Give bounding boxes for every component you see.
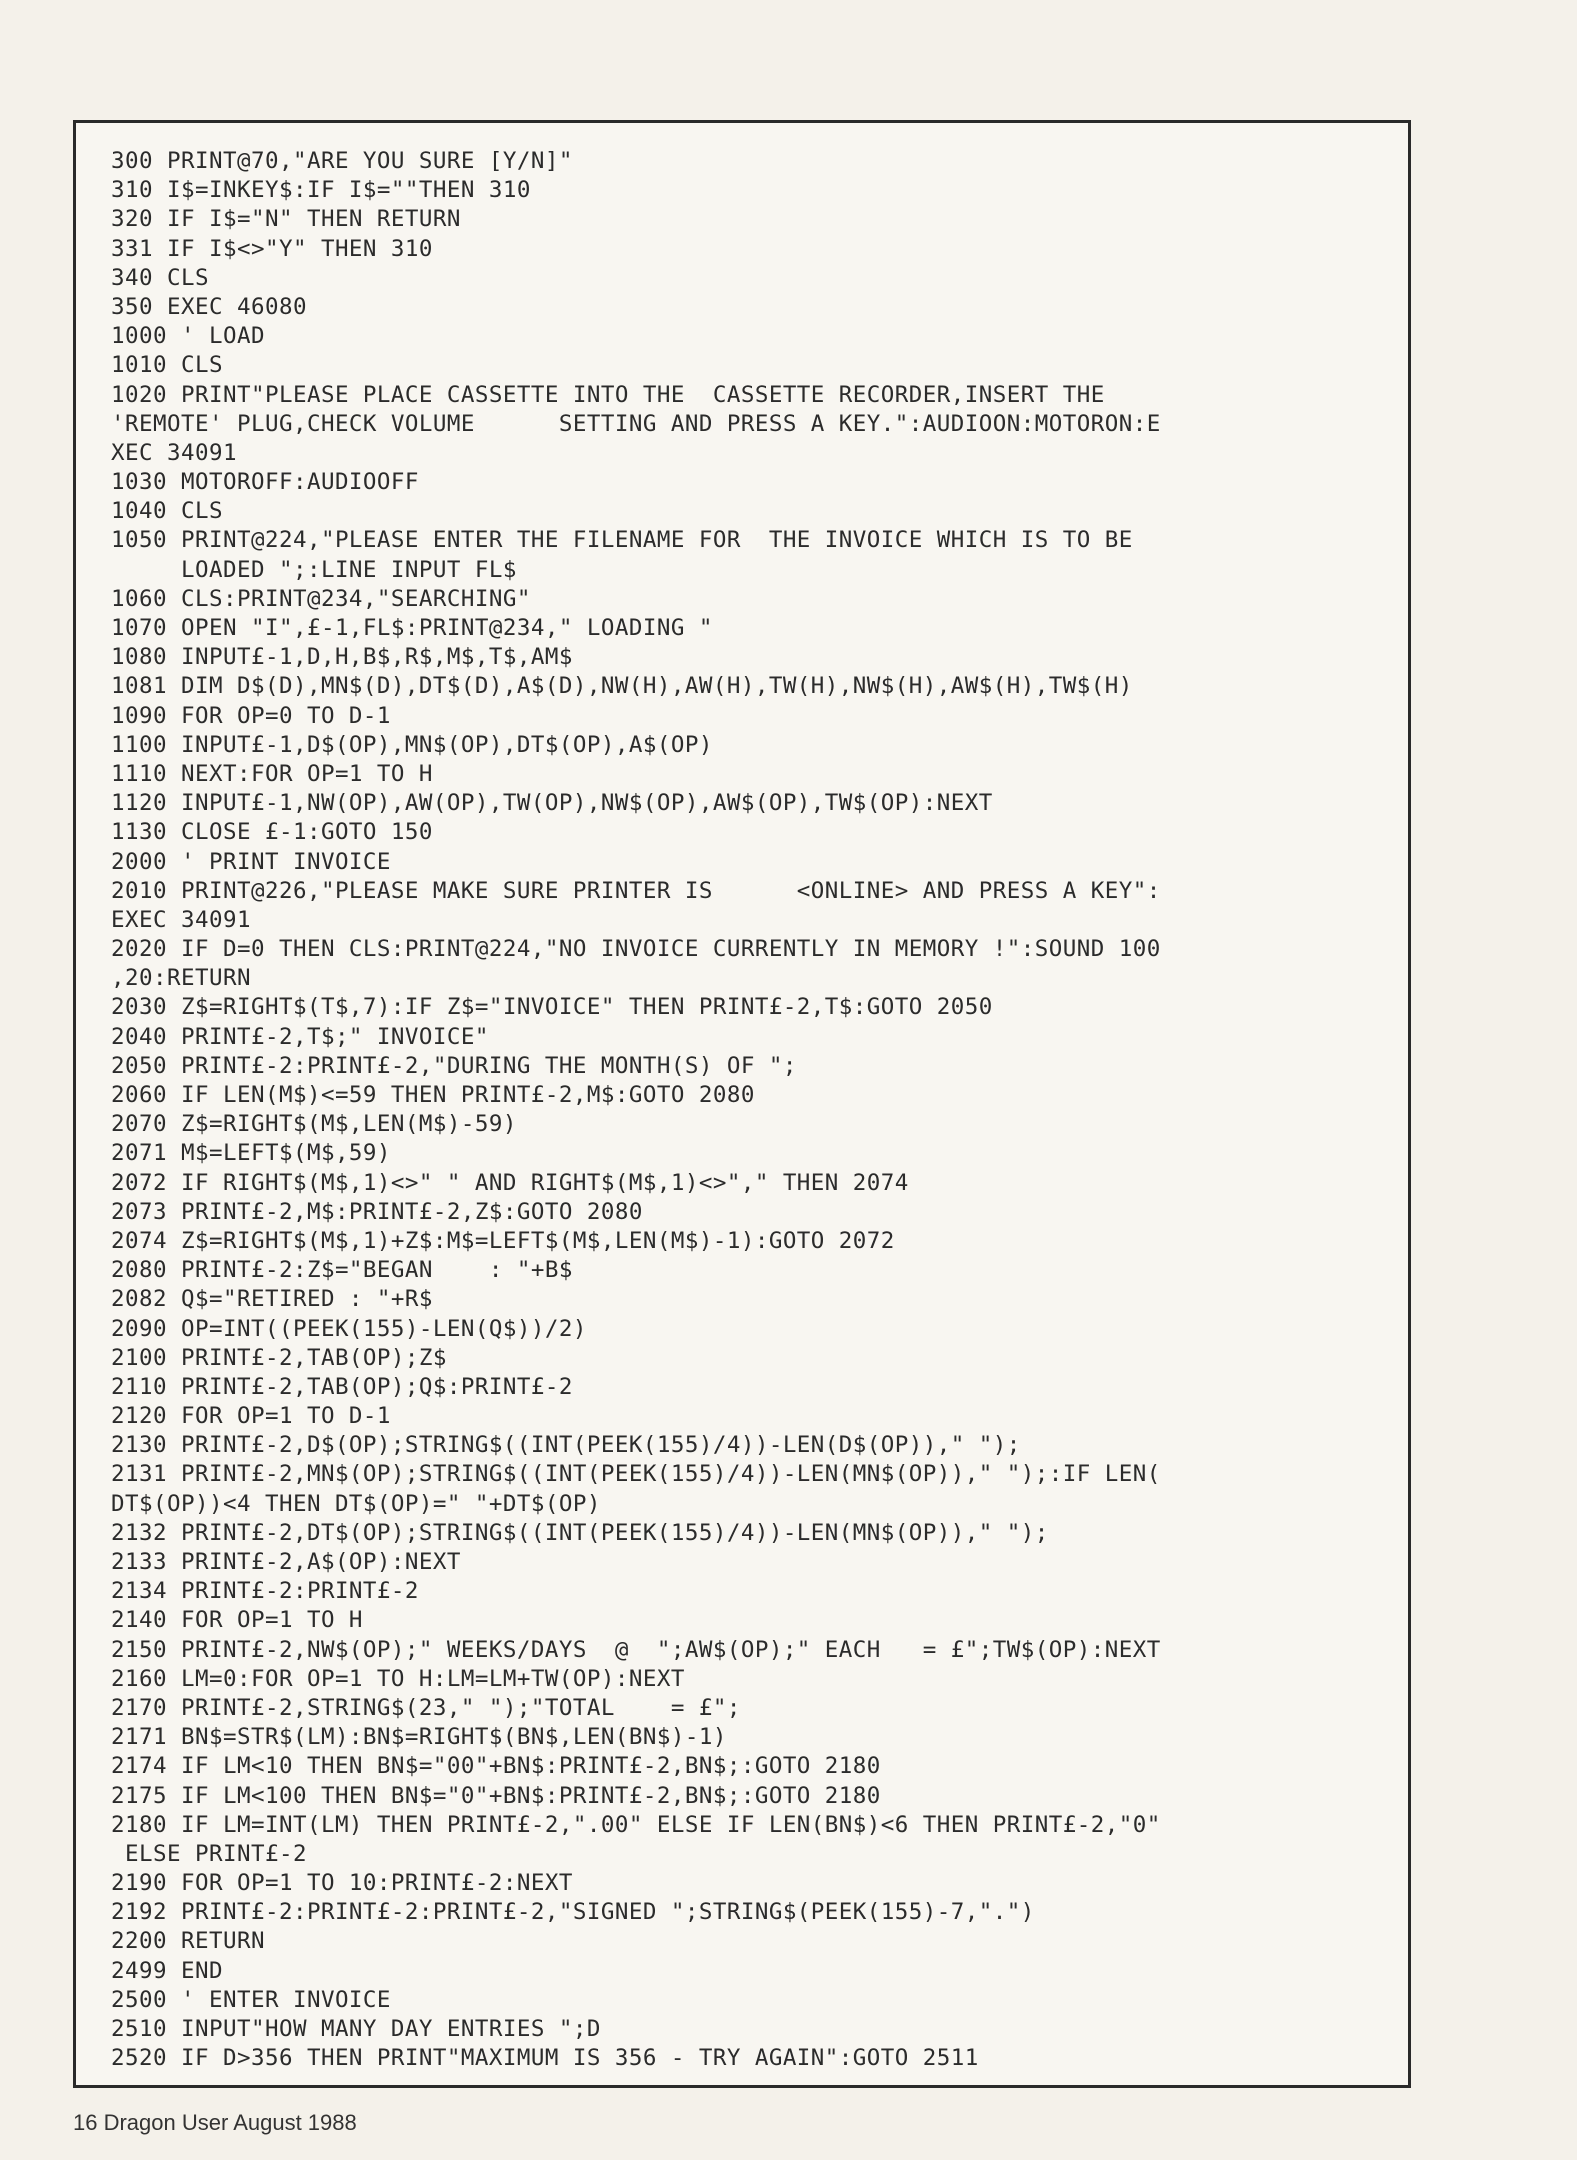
code-line: 2150 PRINT£-2,NW$(OP);" WEEKS/DAYS @ ";AW$(OP);" EACH = £";TW$(OP):NEXT xyxy=(111,1636,1161,1663)
code-line: 2190 FOR OP=1 TO 10:PRINT£-2:NEXT xyxy=(111,1870,573,1897)
code-line: 2080 PRINT£-2:Z$="BEGAN : "+B$ xyxy=(111,1257,573,1284)
code-line: 320 IF I$="N" THEN RETURN xyxy=(111,206,461,233)
code-line: 1050 PRINT@224,"PLEASE ENTER THE FILENAME FOR THE INVOICE WHICH IS TO BE xyxy=(111,527,1133,554)
code-line: 1030 MOTOROFF:AUDIOOFF xyxy=(111,469,419,496)
code-line: 2160 LM=0:FOR OP=1 TO H:LM=LM+TW(OP):NEXT xyxy=(111,1665,685,1692)
code-line: 1010 CLS xyxy=(111,352,223,379)
code-line: 1100 INPUT£-1,D$(OP),MN$(OP),DT$(OP),A$(OP) xyxy=(111,731,713,758)
code-line: 2082 Q$="RETIRED : "+R$ xyxy=(111,1286,433,1313)
code-line: 1120 INPUT£-1,NW(OP),AW(OP),TW(OP),NW$(OP),AW$(OP),TW$(OP):NEXT xyxy=(111,790,993,817)
code-line: 2192 PRINT£-2:PRINT£-2:PRINT£-2,"SIGNED ";STRING$(PEEK(155)-7,".") xyxy=(111,1899,1035,1926)
code-line: 1060 CLS:PRINT@234,"SEARCHING" xyxy=(111,585,531,612)
code-line: 2090 OP=INT((PEEK(155)-LEN(Q$))/2) xyxy=(111,1315,587,1342)
code-line: 2073 PRINT£-2,M$:PRINT£-2,Z$:GOTO 2080 xyxy=(111,1198,643,1225)
code-line: 2499 END xyxy=(111,1957,223,1984)
page-footer: 16 Dragon User August 1988 xyxy=(73,2110,357,2135)
code-line: 2050 PRINT£-2:PRINT£-2,"DURING THE MONTH(S) OF "; xyxy=(111,1052,797,1079)
code-line: 1000 ' LOAD xyxy=(111,323,265,350)
code-line: 2520 IF D>356 THEN PRINT"MAXIMUM IS 356 - TRY AGAIN":GOTO 2511 xyxy=(111,2045,979,2072)
code-line: 2180 IF LM=INT(LM) THEN PRINT£-2,".00" ELSE IF LEN(BN$)<6 THEN PRINT£-2,"0" xyxy=(111,1811,1161,1838)
code-line: ,20:RETURN xyxy=(111,965,251,992)
code-line: 2171 BN$=STR$(LM):BN$=RIGHT$(BN$,LEN(BN$)-1) xyxy=(111,1724,727,1751)
program-listing-box xyxy=(73,120,1411,2088)
code-line: 2175 IF LM<100 THEN BN$="0"+BN$:PRINT£-2,BN$;:GOTO 2180 xyxy=(111,1782,881,1809)
basic-program-listing xyxy=(111,147,1161,2073)
code-line: XEC 34091 xyxy=(111,439,237,466)
code-line: 2140 FOR OP=1 TO H xyxy=(111,1607,363,1634)
code-line: 2010 PRINT@226,"PLEASE MAKE SURE PRINTER IS <ONLINE> AND PRESS A KEY": xyxy=(111,877,1161,904)
code-line: 2072 IF RIGHT$(M$,1)<>" " AND RIGHT$(M$,1)<>"," THEN 2074 xyxy=(111,1169,909,1196)
code-line: 2070 Z$=RIGHT$(M$,LEN(M$)-59) xyxy=(111,1111,517,1138)
code-line: 340 CLS xyxy=(111,264,209,291)
code-line: 1110 NEXT:FOR OP=1 TO H xyxy=(111,760,433,787)
code-line: 2133 PRINT£-2,A$(OP):NEXT xyxy=(111,1549,461,1575)
code-line: 2060 IF LEN(M$)<=59 THEN PRINT£-2,M$:GOTO 2080 xyxy=(111,1082,755,1108)
code-line: 2120 FOR OP=1 TO D-1 xyxy=(111,1403,391,1430)
code-line: 1040 CLS xyxy=(111,498,223,525)
code-line: 331 IF I$<>"Y" THEN 310 xyxy=(111,235,433,262)
code-line: 2134 PRINT£-2:PRINT£-2 xyxy=(111,1578,419,1605)
code-line: EXEC 34091 xyxy=(111,906,251,933)
code-line: 2510 INPUT"HOW MANY DAY ENTRIES ";D xyxy=(111,2016,601,2042)
code-line: 2030 Z$=RIGHT$(T$,7):IF Z$="INVOICE" THEN PRINT£-2,T$:GOTO 2050 xyxy=(111,994,993,1021)
code-line: 1020 PRINT"PLEASE PLACE CASSETTE INTO THE CASSETTE RECORDER,INSERT THE xyxy=(111,381,1105,408)
code-line: 2110 PRINT£-2,TAB(OP);Q$:PRINT£-2 xyxy=(111,1373,573,1400)
code-line: 2100 PRINT£-2,TAB(OP);Z$ xyxy=(111,1344,447,1371)
code-line: 310 I$=INKEY$:IF I$=""THEN 310 xyxy=(111,177,531,204)
code-line: 'REMOTE' PLUG,CHECK VOLUME SETTING AND PRESS A KEY.":AUDIOON:MOTORON:E xyxy=(111,410,1161,437)
code-line: 2074 Z$=RIGHT$(M$,1)+Z$:M$=LEFT$(M$,LEN(M$)-1):GOTO 2072 xyxy=(111,1227,895,1254)
code-line: DT$(OP))<4 THEN DT$(OP)=" "+DT$(OP) xyxy=(111,1490,601,1517)
code-line: 2200 RETURN xyxy=(111,1928,265,1955)
code-line: 1090 FOR OP=0 TO D-1 xyxy=(111,702,391,729)
code-line: 2170 PRINT£-2,STRING$(23," ");"TOTAL = £"; xyxy=(111,1694,741,1721)
code-line: 2130 PRINT£-2,D$(OP);STRING$((INT(PEEK(155)/4))-LEN(D$(OP))," "); xyxy=(111,1432,1021,1459)
code-line: 300 PRINT@70,"ARE YOU SURE [Y/N]" xyxy=(111,148,573,174)
code-line: 2500 ' ENTER INVOICE xyxy=(111,1986,391,2013)
code-line: 1080 INPUT£-1,D,H,B$,R$,M$,T$,AM$ xyxy=(111,644,573,671)
code-line: 2132 PRINT£-2,DT$(OP);STRING$((INT(PEEK(155)/4))-LEN(MN$(OP))," "); xyxy=(111,1519,1049,1546)
code-line: 1130 CLOSE £-1:GOTO 150 xyxy=(111,819,433,846)
code-line: 2020 IF D=0 THEN CLS:PRINT@224,"NO INVOICE CURRENTLY IN MEMORY !":SOUND 100 xyxy=(111,936,1161,963)
code-line: 1081 DIM D$(D),MN$(D),DT$(D),A$(D),NW(H),AW(H),TW(H),NW$(H),AW$(H),TW$(H) xyxy=(111,673,1133,700)
code-line: 2174 IF LM<10 THEN BN$="00"+BN$:PRINT£-2,BN$;:GOTO 2180 xyxy=(111,1753,881,1780)
code-line: LOADED ";:LINE INPUT FL$ xyxy=(111,556,517,583)
code-line: 1070 OPEN "I",£-1,FL$:PRINT@234," LOADING " xyxy=(111,615,713,641)
code-line: 2000 ' PRINT INVOICE xyxy=(111,848,391,875)
code-line: ELSE PRINT£-2 xyxy=(111,1840,307,1867)
code-line: 2131 PRINT£-2,MN$(OP);STRING$((INT(PEEK(155)/4))-LEN(MN$(OP))," ");:IF LEN( xyxy=(111,1461,1161,1488)
code-line: 2040 PRINT£-2,T$;" INVOICE" xyxy=(111,1023,489,1050)
code-line: 350 EXEC 46080 xyxy=(111,293,307,320)
code-line: 2071 M$=LEFT$(M$,59) xyxy=(111,1140,391,1167)
